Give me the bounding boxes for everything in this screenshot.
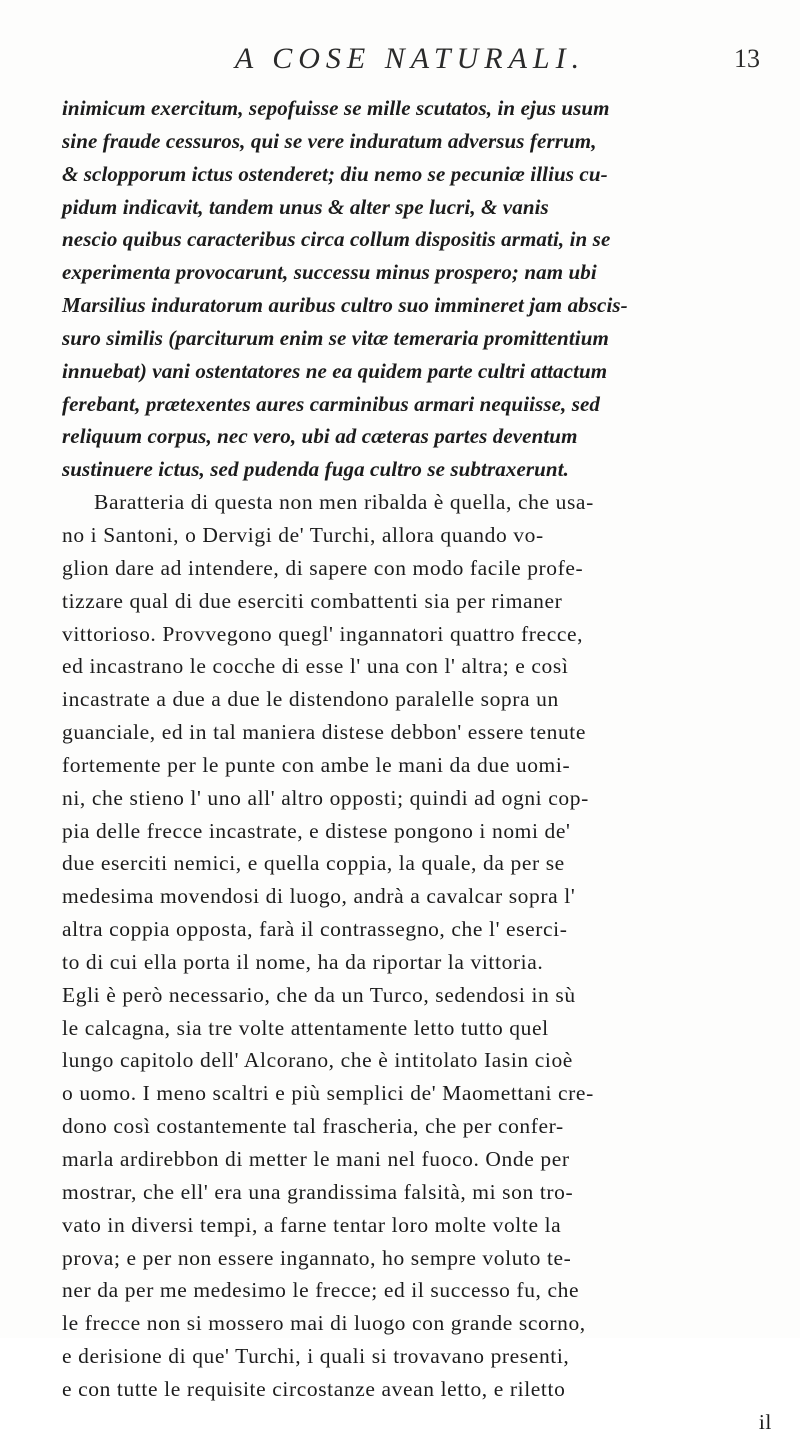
text-line: dono così costantemente tal frascheria, che per confer- bbox=[62, 1114, 564, 1139]
latin-quote-line: experimenta provocarunt, successu minus prospero; nam ubi bbox=[62, 260, 597, 285]
text-line: marla ardirebbon di metter le mani nel fuoco. Onde per bbox=[62, 1147, 570, 1171]
text-line: e derisione di que' Turchi, i quali si trovavano presenti, bbox=[62, 1344, 570, 1369]
text-line: incastrate a due a due le distendono paralelle sopra un bbox=[62, 687, 559, 712]
latin-quote-line: nescio quibus caracteribus circa collum dispositis armati, in se bbox=[62, 227, 611, 252]
text-line: ner da per me medesimo le frecce; ed il successo fu, che bbox=[62, 1278, 580, 1303]
latin-quote-line: reliquum corpus, nec vero, ubi ad cæteras partes deventum bbox=[62, 424, 578, 449]
latin-quote-line: & sclopporum ictus ostenderet; diu nemo se pecuniæ illius cu- bbox=[62, 161, 608, 186]
text-line: ed incastrano le cocche di esse l' una con l' altra; e così bbox=[62, 654, 569, 679]
text-line: guanciale, ed in tal maniera distese debbon' essere tenute bbox=[62, 720, 587, 745]
latin-quote-line: suro similis (parciturum enim se vitæ temeraria promittentium bbox=[62, 325, 609, 350]
text-line: medesima movendosi di luogo, andrà a cavalcar sopra l' bbox=[62, 884, 576, 909]
body-text bbox=[62, 92, 774, 1439]
text-line: Egli è però necessario, che da un Turco, sedendosi in sù bbox=[62, 982, 576, 1007]
text-line: e con tutte le requisite circostanze avean letto, e riletto bbox=[62, 1376, 566, 1401]
latin-quote-line: pidum indicavit, tandem unus & alter spe lucri, & vanis bbox=[62, 194, 549, 219]
text-line: le calcagna, sia tre volte attentamente letto tutto quel bbox=[62, 1015, 549, 1040]
text-line: due eserciti nemici, e quella coppia, la quale, da per se bbox=[62, 851, 565, 876]
text-line: prova; e per non essere ingannato, ho sempre voluto te- bbox=[62, 1245, 572, 1270]
text-line: to di cui ella porta il nome, ha da riportar la vittoria. bbox=[62, 949, 544, 974]
latin-quote-line: ferebant, prætexentes aures carminibus armari nequiisse, sed bbox=[62, 391, 601, 416]
catchword: il bbox=[758, 1409, 772, 1434]
text-line: tizzare qual di due eserciti combattenti sia per rimaner bbox=[62, 588, 563, 613]
text-line: pia delle frecce incastrate, e distese pongono i nomi de' bbox=[62, 818, 571, 843]
text-line: altra coppia opposta, farà il contrassegno, che l' eserci- bbox=[62, 917, 568, 942]
text-line: vato in diversi tempi, a farne tentar loro molte volte la bbox=[62, 1212, 562, 1237]
text-line: Baratteria di questa non men ribalda è quella, che usa- bbox=[94, 490, 594, 515]
text-line: no i Santoni, o Dervigi de' Turchi, allora quando vo- bbox=[62, 522, 544, 547]
text-line: le frecce non si mossero mai di luogo con grande scorno, bbox=[62, 1311, 586, 1336]
text-line: vittorioso. Provvegono quegl' ingannatori quattro frecce, bbox=[62, 621, 584, 646]
page-header bbox=[60, 42, 760, 82]
page-number: 13 bbox=[734, 44, 760, 73]
text-line: glion dare ad intendere, di sapere con modo facile profe- bbox=[62, 555, 584, 580]
text-line: fortemente per le punte con ambe le mani da due uomi- bbox=[62, 752, 571, 777]
text-line: lungo capitolo dell' Alcorano, che è intitolato Iasin cioè bbox=[62, 1048, 573, 1073]
text-line: ni, che stieno l' uno all' altro opposti; quindi ad ogni cop- bbox=[62, 785, 589, 810]
text-line: mostrar, che ell' era una grandissima falsità, mi son tro- bbox=[62, 1179, 574, 1204]
latin-quote-line: sine fraude cessuros, qui se vere induratum adversus ferrum, bbox=[62, 128, 597, 153]
latin-quote-line: Marsilius induratorum auribus cultro suo immineret jam abscis- bbox=[62, 293, 628, 318]
text-line: o uomo. I meno scaltri e più semplici de' Maomettani cre- bbox=[62, 1081, 594, 1106]
latin-quote-line: inimicum exercitum, sepofuisse se mille scutatos, in ejus usum bbox=[62, 96, 610, 120]
latin-quote-line: innuebat) vani ostentatores ne ea quidem parte cultri attactum bbox=[62, 358, 608, 383]
running-head: A COSE NATURALI. bbox=[234, 42, 586, 75]
latin-quote-line: sustinuere ictus, sed pudenda fuga cultro se subtraxerunt. bbox=[62, 457, 569, 482]
